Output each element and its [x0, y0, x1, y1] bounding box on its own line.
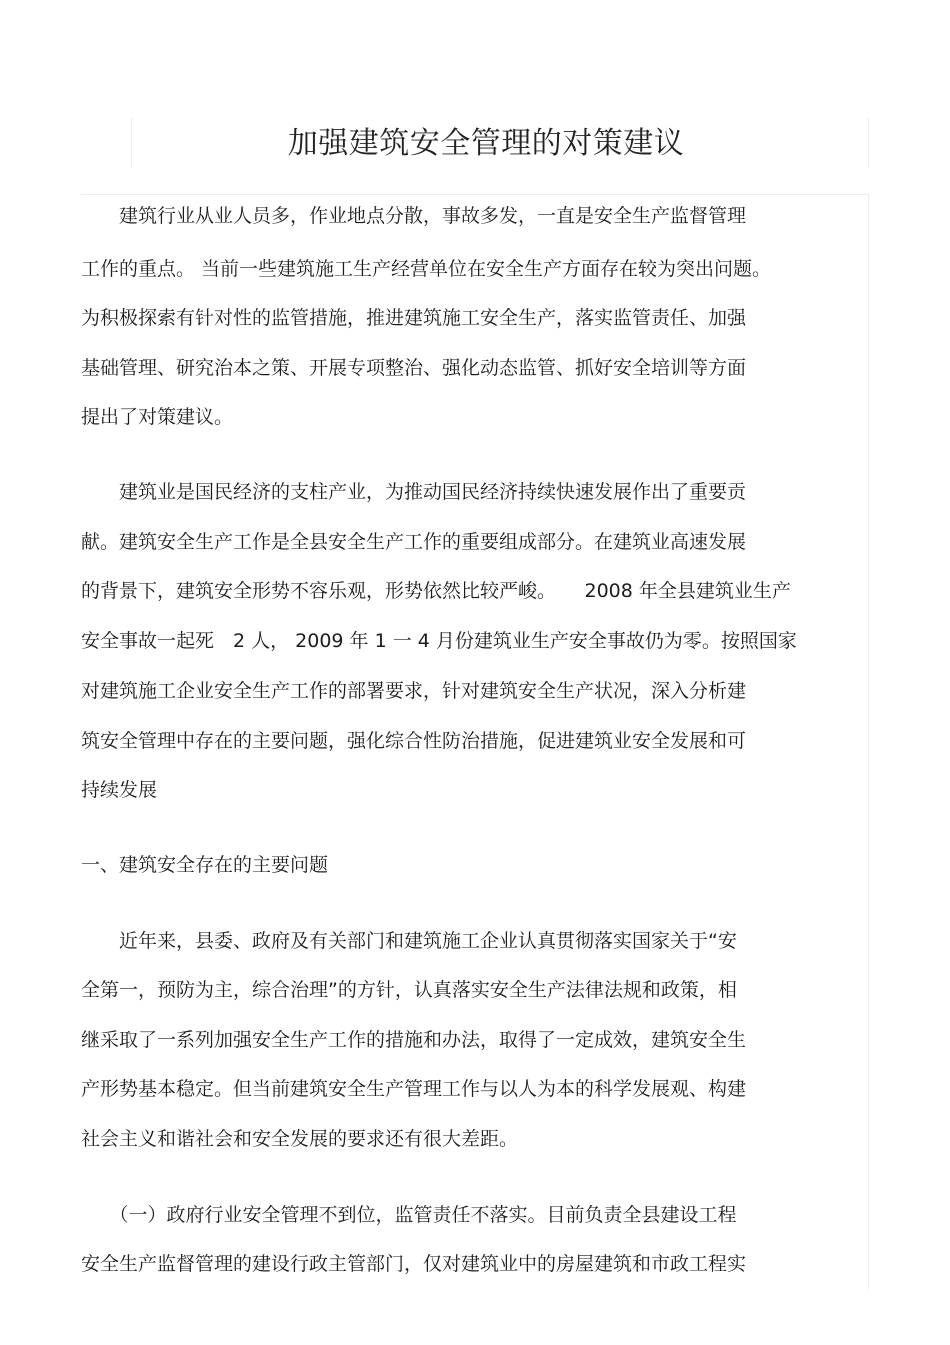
- section-heading: 一、建筑安全存在的主要问题: [81, 854, 329, 876]
- text-line: 基础管理、研究治本之策、开展专项整治、强化动态监管、抓好安全培训等方面: [81, 357, 747, 379]
- text-line: 提出了对策建议。: [81, 406, 234, 428]
- text-line: 产形势基本稳定。但当前建筑安全生产管理工作与以人为本的科学发展观、构建: [81, 1078, 747, 1100]
- text-line: （一）政府行业安全管理不到位，监管责任不落实。目前负责全县建设工程: [81, 1204, 737, 1226]
- text-line: 建筑业是国民经济的支柱产业，为推动国民经济持续快速发展作出了重要贡: [81, 481, 747, 503]
- text-line: 近年来，县委、政府及有关部门和建筑施工企业认真贯彻落实国家关于“安: [81, 930, 737, 952]
- frame-line: [868, 194, 869, 1289]
- text-line: 继采取了一系列加强安全生产工作的措施和办法，取得了一定成效，建筑安全生: [81, 1029, 747, 1051]
- text-line: 对建筑施工企业安全生产工作的部署要求，针对建筑安全生产状况，深入分析建: [81, 680, 747, 702]
- text-line: 安全生产监督管理的建设行政主管部门，仅对建筑业中的房屋建筑和市政工程实: [81, 1253, 747, 1275]
- text-line: 全第一，预防为主，综合治理”的方针，认真落实安全生产法律法规和政策，相: [81, 979, 737, 1001]
- text-line: 持续发展: [81, 779, 158, 801]
- text-line: 的背景下，建筑安全形势不容乐观，形势依然比较严峻。 2008 年全县建筑业生产: [81, 580, 791, 602]
- text-line: 安全事故一起死 2 人， 2009 年 1 一 4 月份建筑业生产安全事故仍为零。按照国家: [81, 630, 797, 652]
- frame-line: [81, 194, 869, 195]
- text-line: 筑安全管理中存在的主要问题，强化综合性防治措施，促进建筑业安全发展和可: [81, 730, 747, 752]
- text-line: 为积极探索有针对性的监管措施，推进建筑施工安全生产，落实监管责任、加强: [81, 307, 747, 329]
- text-line: 工作的重点。 当前一些建筑施工生产经营单位在安全生产方面存在较为突出问题。: [81, 258, 772, 280]
- document-title: 加强建筑安全管理的对策建议: [287, 126, 685, 161]
- text-line: 献。建筑安全生产工作是全县安全生产工作的重要组成部分。在建筑业高速发展: [81, 531, 747, 553]
- text-line: 社会主义和谐社会和安全发展的要求还有很大差距。: [81, 1128, 519, 1150]
- text-line: 建筑行业从业人员多，作业地点分散，事故多发，一直是安全生产监督管理: [81, 205, 747, 227]
